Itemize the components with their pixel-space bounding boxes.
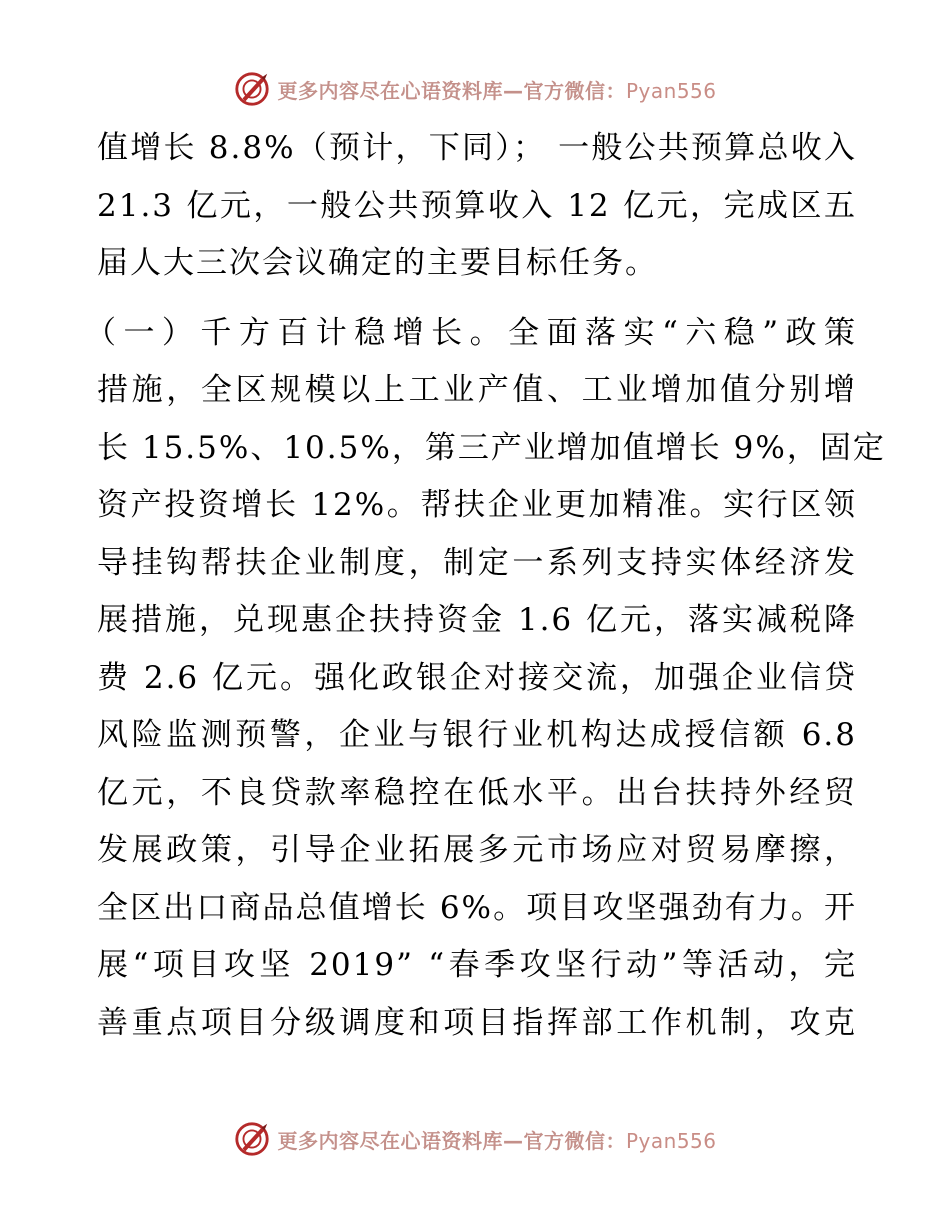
text-line: 发展政策，引导企业拓展多元市场应对贸易摩擦， (97, 832, 857, 868)
text-line: 资产投资增长 12%。帮扶企业更加精准。实行区领 (97, 487, 857, 523)
watermark-wechat-label: 官方微信： (523, 1128, 626, 1153)
text-line: 值增长 8.8%（预计，下同）； 一般公共预算总收入 (97, 130, 857, 166)
text-line: 导挂钩帮扶企业制度，制定一系列支持实体经济发 (97, 544, 857, 581)
text-line: 届人大三次会议确定的主要目标任务。 (97, 245, 658, 281)
watermark-text (277, 75, 716, 104)
document-body (85, 120, 886, 1052)
text-line: 长 15.5%、10.5%，第三产业增加值增长 9%，固定 (97, 429, 886, 466)
text-line: 费 2.6 亿元。强化政银企对接交流，加强企业信贷 (97, 659, 857, 696)
text-line: 展“项目攻坚 2019” “春季攻坚行动”等活动，完 (97, 947, 857, 983)
watermark-brand: 更多内容尽在心语资料库 (277, 1128, 503, 1153)
header-watermark (0, 70, 950, 108)
text-line: 展措施，兑现惠企扶持资金 1.6 亿元，落实减税降 (97, 602, 857, 638)
footer-watermark (0, 1120, 950, 1158)
watermark-dash: — (502, 1128, 524, 1153)
watermark-text (277, 1125, 716, 1154)
text-line: （一）千方百计稳增长。全面落实“六稳”政策 (85, 314, 857, 351)
text-line: 善重点项目分级调度和项目指挥部工作机制，攻克 (97, 1004, 857, 1041)
watermark-brand: 更多内容尽在心语资料库 (277, 78, 503, 103)
text-line: 21.3 亿元，一般公共预算收入 12 亿元，完成区五 (97, 187, 857, 224)
paragraph (97, 120, 857, 293)
brand-logo-icon (233, 70, 271, 108)
text-line: 风险监测预警，企业与银行业机构达成授信额 6.8 (97, 717, 857, 753)
text-line: 亿元，不良贷款率稳控在低水平。出台扶持外经贸 (97, 774, 857, 811)
watermark-dash: — (502, 78, 524, 103)
watermark-wechat-id: Pyan556 (625, 1128, 717, 1153)
text-line: 措施，全区规模以上工业产值、工业增加值分别增 (97, 372, 857, 408)
watermark-wechat-label: 官方微信： (523, 78, 626, 103)
watermark-wechat-id: Pyan556 (625, 78, 717, 103)
brand-logo-icon (233, 1120, 271, 1158)
text-line: 全区出口商品总值增长 6%。项目攻坚强劲有力。开 (97, 889, 857, 926)
paragraph (85, 305, 886, 1053)
